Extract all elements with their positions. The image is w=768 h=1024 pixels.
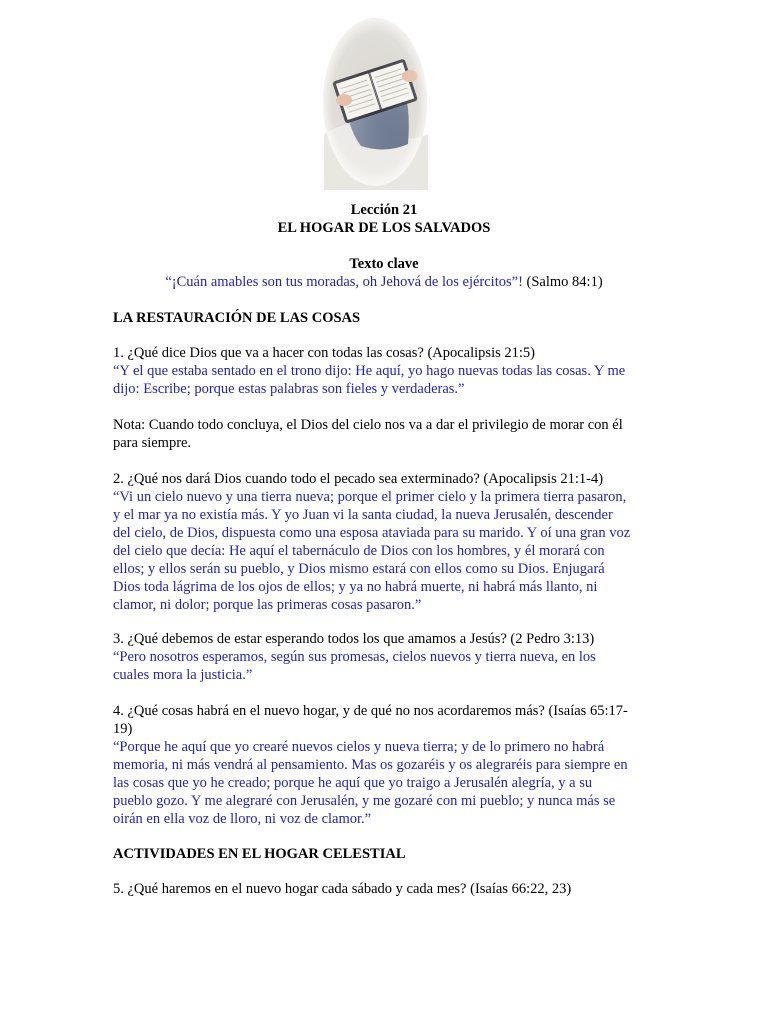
- key-text-reference: (Salmo 84:1): [522, 274, 603, 290]
- lesson-title: EL HOGAR DE LOS SALVADOS: [277, 220, 491, 236]
- question-1: [113, 344, 633, 398]
- question-1-answer: “Y el que estaba sentado en el trono dijo: He aquí, yo hago nuevas todas las cosas. Y me dijo: Escribe; porque estas palabras son fieles y verdaderas.”: [113, 363, 626, 397]
- question-2: [113, 470, 633, 614]
- question-4-answer: “Porque he aquí que yo crearé nuevos cielos y nueva tierra; y de lo primero no habrá memoria, ni más vendrá al pensamiento. Mas os gozaréis y os alegraréis para siempre en las cosas que yo he creado; porque he aquí que yo traigo a Jerusalén alegría, y a su pueblo gozo. Y me alegraré con Jerusalén, y me gozaré con mi pueblo; y nunca más se oirán en ella voz de lloro, ni voz de clamor.”: [113, 739, 628, 827]
- question-5: [113, 880, 633, 898]
- section-heading-restoration: LA RESTAURACIÓN DE LAS COSAS: [113, 310, 361, 326]
- note: Nota: Cuando todo concluya, el Dios del cielo nos va a dar el privilegio de morar con él para siempre.: [113, 417, 623, 451]
- question-3-answer: “Pero nosotros esperamos, según sus promesas, cielos nuevos y tierra nueva, en los cuales mora la justicia.”: [113, 649, 596, 683]
- question-5-text: 5. ¿Qué haremos en el nuevo hogar cada sábado y cada mes? (Isaías 66:22, 23): [113, 881, 572, 897]
- question-4-text: 4. ¿Qué cosas habrá en el nuevo hogar, y de qué no nos acordaremos más? (Isaías 65:17-19): [113, 703, 628, 737]
- key-text-quote: “¡Cuán amables son tus moradas, oh Jehová de los ejércitos”!: [165, 274, 523, 290]
- reading-bible-illustration: [316, 14, 434, 190]
- section-heading-activities: ACTIVIDADES EN EL HOGAR CELESTIAL: [113, 846, 406, 862]
- key-text-label: Texto clave: [349, 256, 419, 272]
- key-text: [0, 273, 768, 291]
- question-3-text: 3. ¿Qué debemos de estar esperando todos los que amamos a Jesús? (2 Pedro 3:13): [113, 631, 595, 647]
- question-2-answer: “Vi un cielo nuevo y una tierra nueva; porque el primer cielo y la primera tierra pasaron, y el mar ya no existía más. Y yo Juan vi la santa ciudad, la nueva Jerusalén, descender del cielo, de Dios, dispuesta como una esposa ataviada para su marido. Y oí una gran voz del cielo que decía: He aquí el tabernáculo de Dios con los hombres, y él morará con ellos; y ellos serán su pueblo, y Dios mismo estará con ellos como su Dios. Enjugará Dios toda lágrima de los ojos de ellos; y ya no habrá muerte, ni habrá más llanto, ni clamor, ni dolor; porque las primeras cosas pasaron.”: [113, 489, 631, 613]
- question-1-text: 1. ¿Qué dice Dios que va a hacer con todas las cosas? (Apocalipsis 21:5): [113, 345, 535, 361]
- question-2-text: 2. ¿Qué nos dará Dios cuando todo el pecado sea exterminado? (Apocalipsis 21:1-4): [113, 471, 604, 487]
- question-3: [113, 630, 633, 684]
- question-4: [113, 702, 633, 828]
- lesson-number: Lección 21: [350, 202, 418, 218]
